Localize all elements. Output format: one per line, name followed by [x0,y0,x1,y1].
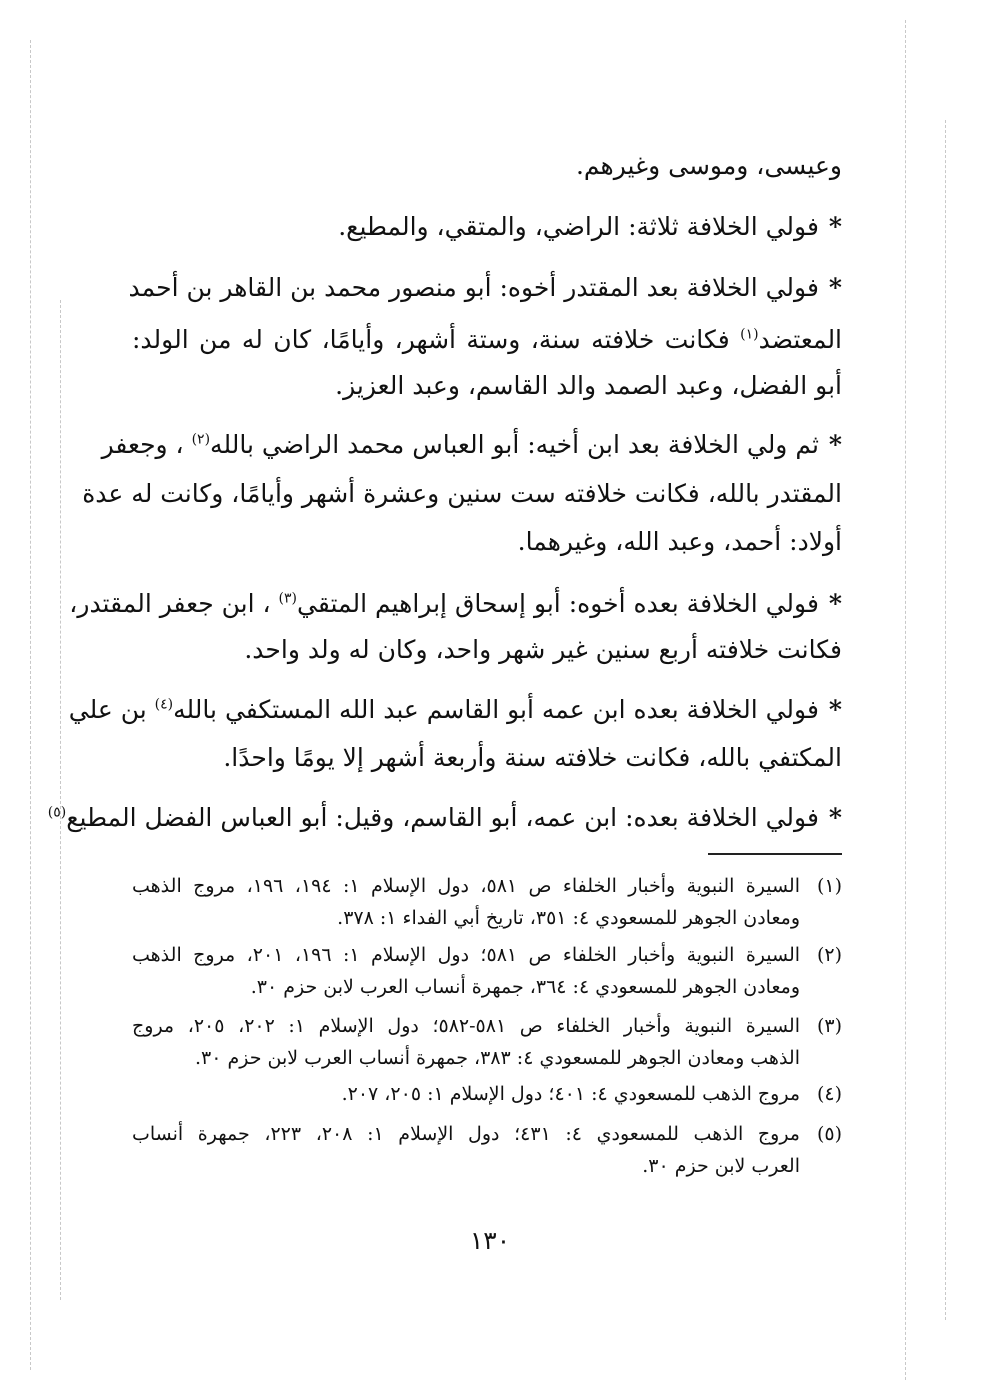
scan-artifact-line [945,120,946,1320]
text-line [132,146,842,186]
footnote-number: (٣) [816,1015,842,1037]
line-text: فولي الخلافة بعده ابن عمه أبو القاسم عبد الله المستكفي بالله [173,695,819,724]
footnote [132,1080,842,1110]
line-text: فكانت خلافته سنة، وستة أشهر، وأيامًا، كان له من الولد: [132,325,730,354]
line-text: فولي الخلافة بعد المقتدر أخوه: أبو منصور محمد بن القاهر بن أحمد [128,273,819,302]
footnote-number: (٢) [816,944,842,966]
line-text: فكانت خلافته أربع سنين غير شهر واحد، وكان له ولد واحد. [244,635,842,664]
line-text: ، ابن جعفر المقتدر، [69,589,271,618]
footnote-line: ومعادن الجوهر للمسعودي ٤: ٣٦٤، جمهرة أنساب العرب لابن حزم ٣٠. [250,976,800,998]
bullet-star: * [828,273,842,302]
footnote-ref: (١) [740,326,759,343]
footnote-line: السيرة النبوية وأخبار الخلفاء ص ٥٨١-٥٨٢؛ دول الإسلام ١: ٢٠٢، ٢٠٥، مروج [132,1015,800,1037]
footnote-separator [708,853,842,855]
bullet-star: * [828,212,842,241]
footnote [132,872,842,932]
text-line [47,798,842,838]
footnote-number: (٥) [816,1123,842,1145]
text-line [132,366,842,406]
line-text: فولي الخلافة بعده أخوه: أبو إسحاق إبراهيم المتقي [297,589,819,618]
text-line [82,474,842,514]
text-line [132,738,842,778]
line-text: أولاد: أحمد، وعبد الله، وغيرهما. [517,527,842,556]
line-text: وعيسى، وموسى وغيرهم. [575,151,842,180]
footnote-line: ومعادن الجوهر للمسعودي ٤: ٣٥١، تاريخ أبي الفداء ١: ٣٧٨. [337,907,800,929]
scan-artifact-line [905,20,906,1380]
line-text: فولي الخلافة بعده: ابن عمه، أبو القاسم، وقيل: أبو العباس الفضل المطيع [66,803,819,832]
footnote-ref: (٥) [47,804,67,821]
text-line [132,630,842,670]
line-text: المعتضد [758,325,843,354]
line-text: المكتفي بالله، فكانت خلافته سنة وأربعة أشهر إلا يومًا واحدًا. [223,743,842,772]
footnote-ref: (٤) [154,696,174,713]
bullet-star: * [828,695,842,724]
line-text: فولي الخلافة ثلاثة: الراضي، والمتقي، والمطيع. [338,212,819,241]
line-text: ، وجعفر [101,430,184,459]
text-line [132,522,842,562]
footnote-number: (٤) [816,1083,842,1105]
line-text: أبو الفضل، وعبد الصمد والد القاسم، وعبد العزيز. [335,371,842,400]
footnote-line: السيرة النبوية وأخبار الخلفاء ص ٥٨١؛ دول الإسلام ١: ١٩٦، ٢٠١، مروج الذهب [132,944,801,966]
text-line [128,268,842,308]
footnote-line: الذهب ومعادن الجوهر للمسعودي ٤: ٣٨٣، جمهرة أنساب العرب لابن حزم ٣٠. [194,1047,800,1069]
footnote-line: مروج الذهب للمسعودي ٤: ٤٣١؛ دول الإسلام ١: ٢٠٨، ٢٢٣، جمهرة أنساب [132,1123,800,1145]
footnote-number: (١) [816,875,842,897]
line-text: المقتدر بالله، فكانت خلافته ست سنين وعشرة أشهر وأيامًا، وكانت له عدة [82,479,842,508]
footnote [132,941,842,1001]
line-text: ثم ولي الخلافة بعد ابن أخيه: أبو العباس محمد الراضي بالله [210,430,819,459]
footnote-line: السيرة النبوية وأخبار الخلفاء ص ٥٨١، دول الإسلام ١: ١٩٤، ١٩٦، مروج الذهب [132,875,800,897]
footnote-ref: (٣) [278,590,297,607]
footnote [132,1012,842,1072]
main-text [47,0,843,850]
line-text: بن علي [68,695,147,724]
footnote-line: العرب لابن حزم ٣٠. [642,1155,800,1177]
footnote-line: مروج الذهب للمسعودي ٤: ٤٠١؛ دول الإسلام ١: ٢٠٥، ٢٠٧. [341,1083,800,1105]
text-line [68,690,842,730]
footnote-ref: (٢) [191,431,211,448]
footnote [132,1120,842,1180]
page-number: ١٣٠ [469,1226,511,1255]
text-line [132,207,842,247]
bullet-star: * [828,803,842,832]
scan-artifact-line [30,40,31,1370]
bullet-star: * [828,589,842,618]
bullet-star: * [828,430,842,459]
text-line [132,320,842,360]
text-line [69,584,842,624]
text-line [101,425,842,465]
